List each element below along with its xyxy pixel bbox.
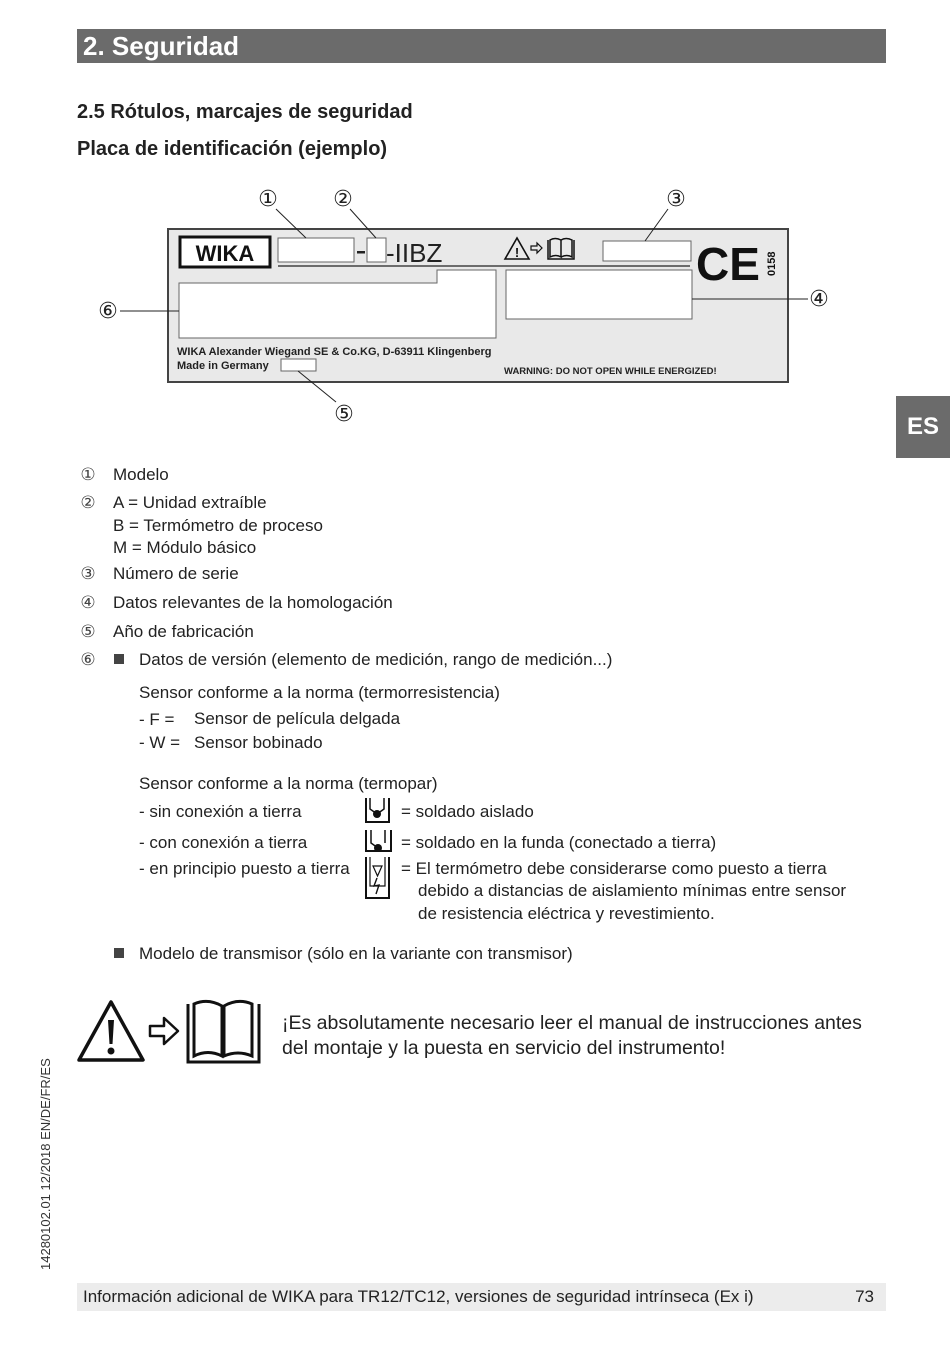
arrow-right-icon [150,1018,178,1044]
legend-num: ⑥ [80,650,96,669]
origin-text: Made in Germany [177,360,269,372]
grounded-junction-icon [364,829,394,853]
chapter-header [77,29,886,63]
approval-data-field [506,270,692,319]
ungrounded-junction-icon [364,797,392,824]
rtd-title: Sensor conforme a la norma (termorresistencia) [139,683,500,702]
legend-num: ③ [80,564,96,583]
legend-text: Modelo [113,465,169,484]
legend-text: M = Módulo básico [113,538,257,557]
legend-text: Datos relevantes de la homologación [113,593,393,612]
serial-number-field [603,241,691,261]
svg-text:!: ! [514,245,520,260]
legend-num: ① [80,465,96,484]
rtd-value: Sensor de película delgada [194,709,401,728]
footer-text: Información adicional de WIKA para TR12/TC12, versiones de seguridad intrínseca (Ex i) [83,1287,754,1306]
legend-text: Datos de versión (elemento de medición, rango de medición...) [139,650,613,669]
legend-text: A = Unidad extraíble [113,493,267,512]
legend-text: Año de fabricación [113,622,254,641]
tc-desc: = soldado aislado [401,802,534,821]
tc-desc: = soldado en la funda (conectado a tierra) [401,833,717,852]
wika-logo [180,237,270,267]
model-field [278,238,354,262]
warning-symbols [76,998,262,1064]
callout-6: ⑥ [98,298,118,323]
legend-num: ② [80,493,96,512]
transmitter-text: Modelo de transmisor (sólo en la variante con transmisor) [139,944,573,963]
notified-body-number: 0158 [766,251,778,276]
tc-title: Sensor conforme a la norma (termopar) [139,774,438,793]
nameplate-diagram [90,180,840,430]
tc-label: - sin conexión a tierra [139,802,302,821]
callout-2: ② [333,186,353,211]
callout-3: ③ [666,186,686,211]
callout-4: ④ [809,286,829,311]
document-code: 14280102.01 12/2018 EN/DE/FR/ES [38,1058,53,1270]
tc-label: - en principio puesto a tierra [139,859,350,878]
open-book-icon [188,1001,259,1062]
tc-desc: de resistencia eléctrica y revestimiento. [418,904,715,923]
plate-warning-text: WARNING: DO NOT OPEN WHILE ENERGIZED! [504,366,717,377]
rtd-value: Sensor bobinado [194,733,323,752]
bullet-icon [114,948,124,958]
legend-num: ④ [80,593,96,612]
chapter-title: 2. Seguridad [83,31,240,61]
bullet-icon [114,654,124,664]
manufacturer-text: WIKA Alexander Wiegand SE & Co.KG, D-63911 Klingenberg [177,346,492,358]
legend-text: Número de serie [113,564,239,583]
model-suffix: -IIBZ [386,238,443,268]
ce-mark: CE [696,238,760,290]
legend-text: B = Termómetro de proceso [113,516,323,535]
rtd-key: - F = [139,710,175,729]
page-number: 73 [855,1287,874,1306]
version-field [367,238,386,262]
earthed-thermometer-icon [364,856,392,901]
callout-1: ① [258,186,278,211]
section-heading: 2.5 Rótulos, marcajes de seguridad [77,101,413,123]
warning-triangle-icon [79,1002,143,1060]
rtd-key: - W = [139,733,181,752]
language-tab [896,396,950,458]
language-tab-label: ES [906,413,939,440]
warning-message: ¡Es absolutamente necesario leer el manual de instrucciones antes del montaje y la puesta en servicio del instrumento! [282,1012,862,1059]
footer [77,1283,886,1311]
tc-label: - con conexión a tierra [139,833,308,852]
section-subheading: Placa de identificación (ejemplo) [77,138,388,160]
wika-logo-text: WIKA [195,241,255,266]
year-field [281,359,316,371]
tc-desc: = El termómetro debe considerarse como puesto a tierra [401,859,827,878]
tc-desc: debido a distancias de aislamiento mínimas entre sensor [418,881,847,900]
callout-5: ⑤ [334,401,354,426]
legend-num: ⑤ [80,622,96,641]
